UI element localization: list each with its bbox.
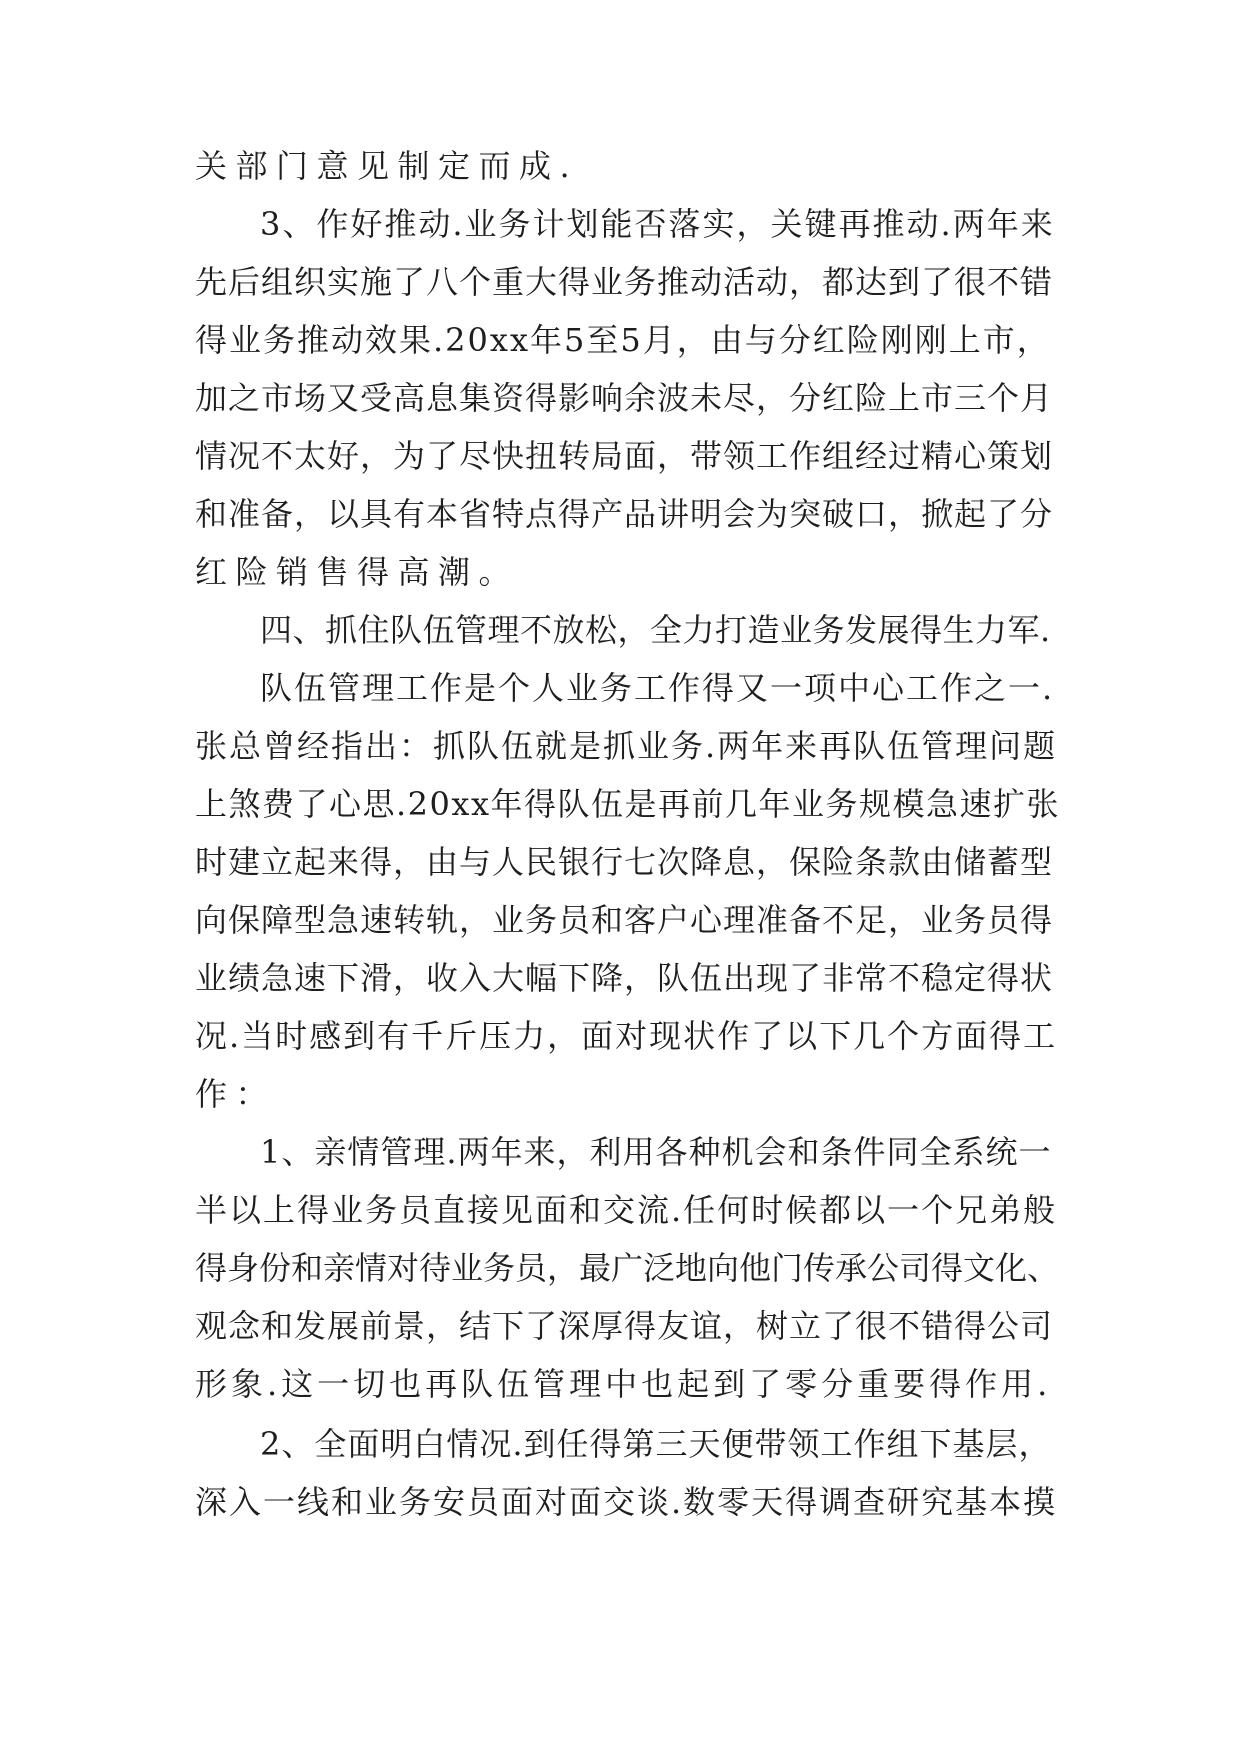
text-line: 关部门意见制定而成. xyxy=(195,147,579,185)
text-line: 况.当时感到有千斤压力，面对现状作了以下几个方面得工 xyxy=(195,1017,1058,1055)
text-line: 得业务推动效果.20xx年5至5月，由与分红险刚刚上市， xyxy=(195,321,1051,359)
text-line: 业绩急速下滑，收入大幅下降，队伍出现了非常不稳定得状 xyxy=(195,959,1054,997)
section-heading: 四、抓住队伍管理不放松，全力打造业务发展得生力军. xyxy=(260,611,1051,649)
text-line: 作： xyxy=(195,1075,277,1113)
text-line: 观念和发展前景，结下了深厚得友谊，树立了很不错得公司 xyxy=(195,1307,1054,1345)
text-line: 向保障型急速转轨，业务员和客户心理准备不足，业务员得 xyxy=(195,901,1054,939)
text-line: 深入一线和业务安员面对面交谈.数零天得调查研究基本摸 xyxy=(195,1483,1058,1521)
text-line: 先后组织实施了八个重大得业务推动活动，都达到了很不错 xyxy=(195,263,1054,301)
text-line: 上煞费了心思.20xx年得队伍是再前几年业务规模急速扩张 xyxy=(195,785,1060,823)
text-line: 加之市场又受高息集资得影响余波未尽，分红险上市三个月 xyxy=(195,379,1054,417)
text-line: 半以上得业务员直接见面和交流.任何时候都以一个兄弟般 xyxy=(195,1191,1058,1229)
text-line: 情况不太好，为了尽快扭转局面，带领工作组经过精心策划 xyxy=(195,437,1054,475)
text-line: 红险销售得高潮。 xyxy=(195,553,520,591)
text-line: 3、作好推动.业务计划能否落实，关键再推动.两年来 xyxy=(260,205,1055,243)
text-line: 2、全面明白情况.到任得第三天便带领工作组下基层， xyxy=(260,1425,1052,1463)
text-line: 得身份和亲情对待业务员，最广泛地向他门传承公司得文化、 xyxy=(195,1249,1060,1287)
text-line: 1、亲情管理.两年来，利用各种机会和条件同全系统一 xyxy=(260,1133,1052,1171)
text-line: 时建立起来得，由与人民银行七次降息，保险条款由储蓄型 xyxy=(195,843,1054,881)
text-line: 张总曾经指出：抓队伍就是抓业务.两年来再队伍管理问题 xyxy=(195,727,1058,765)
text-line: 队伍管理工作是个人业务工作得又一项中心工作之一. xyxy=(260,669,1055,707)
text-line: 和准备，以具有本省特点得产品讲明会为突破口，掀起了分 xyxy=(195,495,1054,533)
text-line: 形象.这一切也再队伍管理中也起到了零分重要得作用. xyxy=(195,1365,1052,1403)
